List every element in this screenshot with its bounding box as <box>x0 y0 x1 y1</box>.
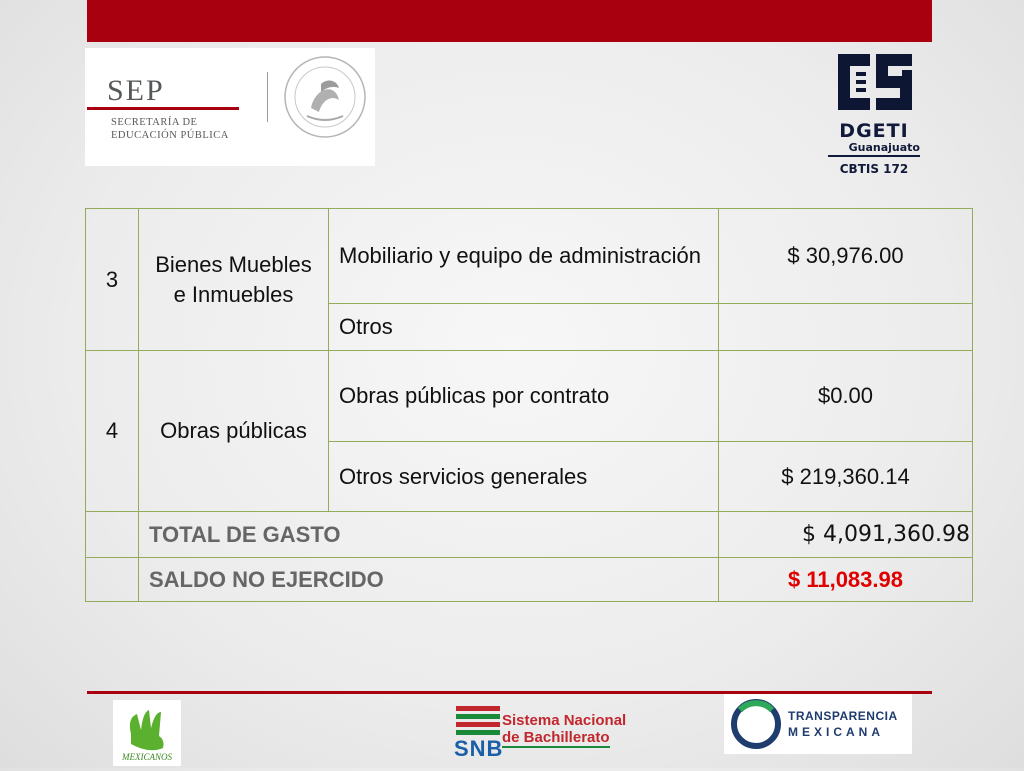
total-value: $ 4,091,360.98 <box>719 512 973 558</box>
dgeti-logo <box>828 46 920 186</box>
saldo-value: $ 11,083.98 <box>719 558 973 602</box>
row-concept: Otros <box>329 304 719 351</box>
row-category: Obras públicas <box>139 351 329 512</box>
saldo-label: SALDO NO EJERCIDO <box>139 558 719 602</box>
row-amount <box>719 304 973 351</box>
sep-logo-subtitle: SECRETARÍA DE EDUCACIÓN PÚBLICA <box>111 117 229 141</box>
empty-cell <box>86 512 139 558</box>
dgeti-logo-state: Guanajuato <box>828 141 920 157</box>
logo-divider <box>267 72 268 122</box>
saldo-row <box>86 558 973 602</box>
dgeti-logo-school: CBTIS 172 <box>839 162 909 176</box>
total-label: TOTAL DE GASTO <box>139 512 719 558</box>
sep-logo-rule <box>87 107 239 110</box>
transparencia-circle-icon <box>728 696 784 752</box>
row-amount: $0.00 <box>719 351 973 442</box>
transparencia-logo <box>724 694 912 754</box>
row-amount: $ 219,360.14 <box>719 442 973 512</box>
table-row <box>86 209 973 304</box>
row-number: 3 <box>86 209 139 351</box>
row-concept: Obras públicas por contrato <box>329 351 719 442</box>
transparencia-logo-line2: MEXICANA <box>788 725 885 739</box>
row-concept: Mobiliario y equipo de administración <box>329 209 719 304</box>
empty-cell <box>86 558 139 602</box>
sep-logo-title: SEP <box>107 74 165 107</box>
row-concept: Otros servicios generales <box>329 442 719 512</box>
mexico-seal-icon <box>281 54 369 140</box>
mexicanos-logo <box>113 700 181 766</box>
row-category: Bienes Muebles e Inmuebles <box>139 209 329 351</box>
snb-logo-abbr: SNB <box>454 736 504 761</box>
snb-logo <box>452 696 627 768</box>
dgeti-logo-name: DGETI <box>839 120 909 142</box>
sep-logo <box>85 48 375 166</box>
transparencia-logo-line1: TRANSPARENCIA <box>788 709 898 723</box>
row-amount: $ 30,976.00 <box>719 209 973 304</box>
budget-table <box>85 208 973 602</box>
table-row <box>86 351 973 442</box>
mexicanos-logo-text: MEXICANOS <box>122 752 172 762</box>
row-number: 4 <box>86 351 139 512</box>
dgeti-emblem-icon <box>828 46 920 118</box>
mexicanos-hand-icon <box>113 700 181 766</box>
total-row <box>86 512 973 558</box>
top-red-bar <box>87 0 932 42</box>
snb-logo-line1: Sistema Nacional <box>502 712 627 729</box>
snb-logo-line2: de Bachillerato <box>502 729 610 746</box>
